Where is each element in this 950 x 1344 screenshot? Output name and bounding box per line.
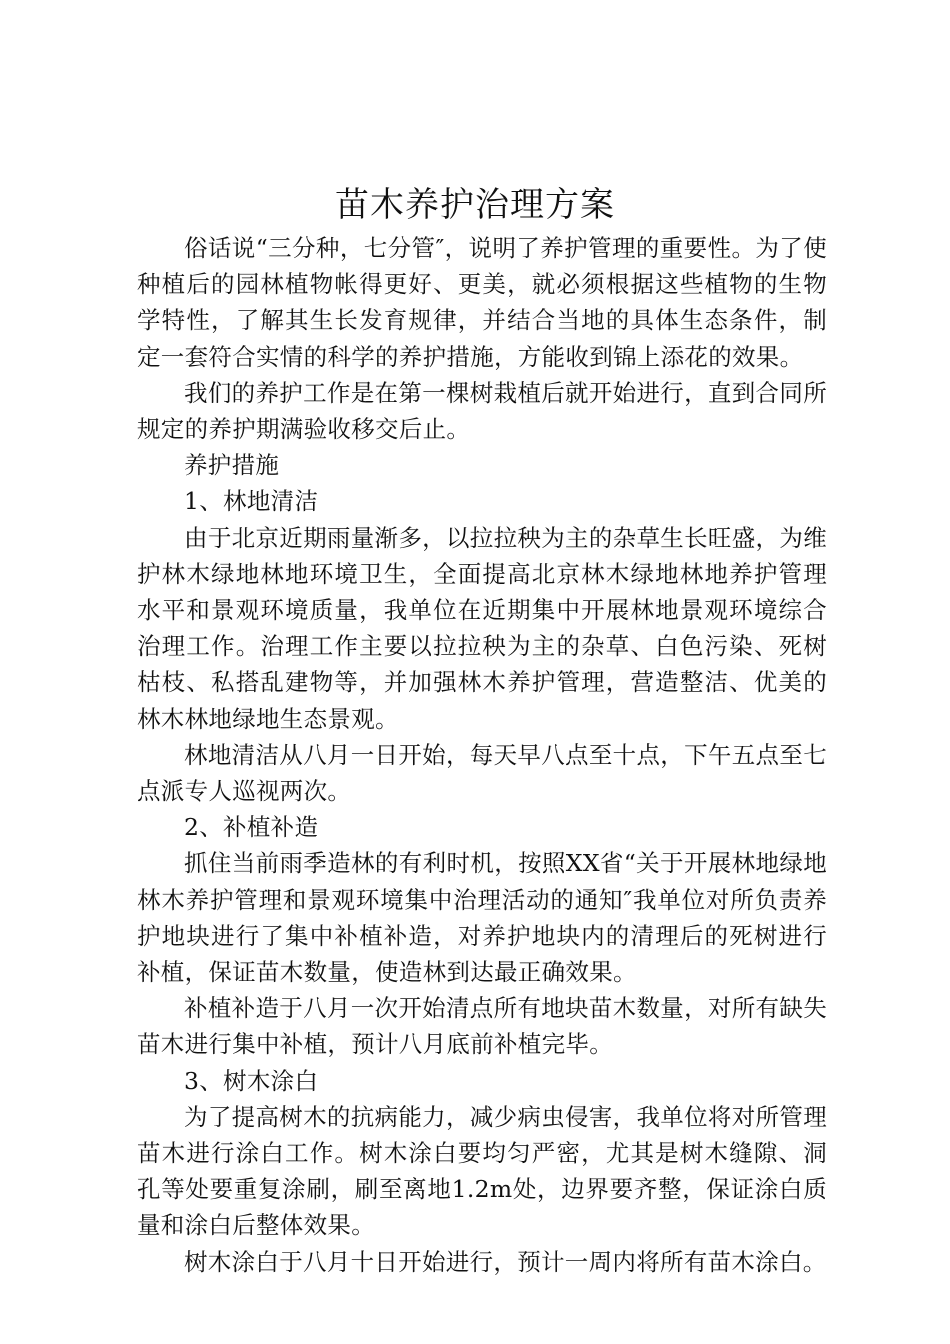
paragraph-scope: 我们的养护工作是在第一棵树栽植后就开始进行，直到合同所规定的养护期满验收移交后止。 — [137, 378, 827, 444]
section-heading-replanting: 2、补植补造 — [184, 813, 319, 842]
section-heading-measures: 养护措施 — [184, 451, 280, 480]
document-title: 苗木养护治理方案 — [335, 185, 615, 225]
paragraph-whitewashing-schedule: 树木涂白于八月十日开始进行，预计一周内将所有苗木涂白。 — [184, 1247, 827, 1276]
paragraph-cleaning: 由于北京近期雨量渐多，以拉拉秧为主的杂草生长旺盛，为维护林木绿地林地环境卫生，全面提高北京林木绿地林地养护管理水平和景观环境质量，我单位在近期集中开展林地景观环境综合治理工作。治理工作主要以拉拉秧为主的杂草、白色污染、死树枯枝、私搭乱建物等，并加强林木养护管理，营造整洁、优美的林木林地绿地生态景观。 — [137, 523, 827, 733]
paragraph-replanting-schedule: 补植补造于八月一次开始清点所有地块苗木数量，对所有缺失苗木进行集中补植，预计八月底前补植完毕。 — [137, 994, 827, 1059]
section-heading-cleaning: 1、林地清洁 — [184, 487, 319, 516]
paragraph-cleaning-schedule: 林地清洁从八月一日开始，每天早八点至十点，下午五点至七点派专人巡视两次。 — [137, 740, 827, 806]
paragraph-intro: 俗话说“三分种，七分管″，说明了养护管理的重要性。为了使种植后的园林植物帐得更好、更美，就必须根据这些植物的生物学特性，了解其生长发育规律，并结合当地的具体生态条件，制定一套符合实情的科学的养护措施，方能收到锦上添花的效果。 — [137, 234, 827, 371]
paragraph-replanting: 抓住当前雨季造林的有利时机，按照XX省“关于开展林地绿地林木养护管理和景观环境集中治理活动的通知″我单位对所负责养护地块进行了集中补植补造，对养护地块内的清理后的死树进行补植，保证苗木数量，使造林到达最正确效果。 — [137, 849, 827, 987]
paragraph-whitewashing: 为了提高树木的抗病能力，减少病虫侵害，我单位将对所管理苗木进行涂白工作。树木涂白要均匀严密，尤其是树木缝隙、洞孔等处要重复涂刷，刷至离地1.2m处，边界要齐整，保证涂白质量和涂白后整体效果。 — [137, 1102, 827, 1240]
document-body — [137, 230, 827, 1280]
section-heading-whitewashing: 3、树木涂白 — [184, 1066, 319, 1095]
